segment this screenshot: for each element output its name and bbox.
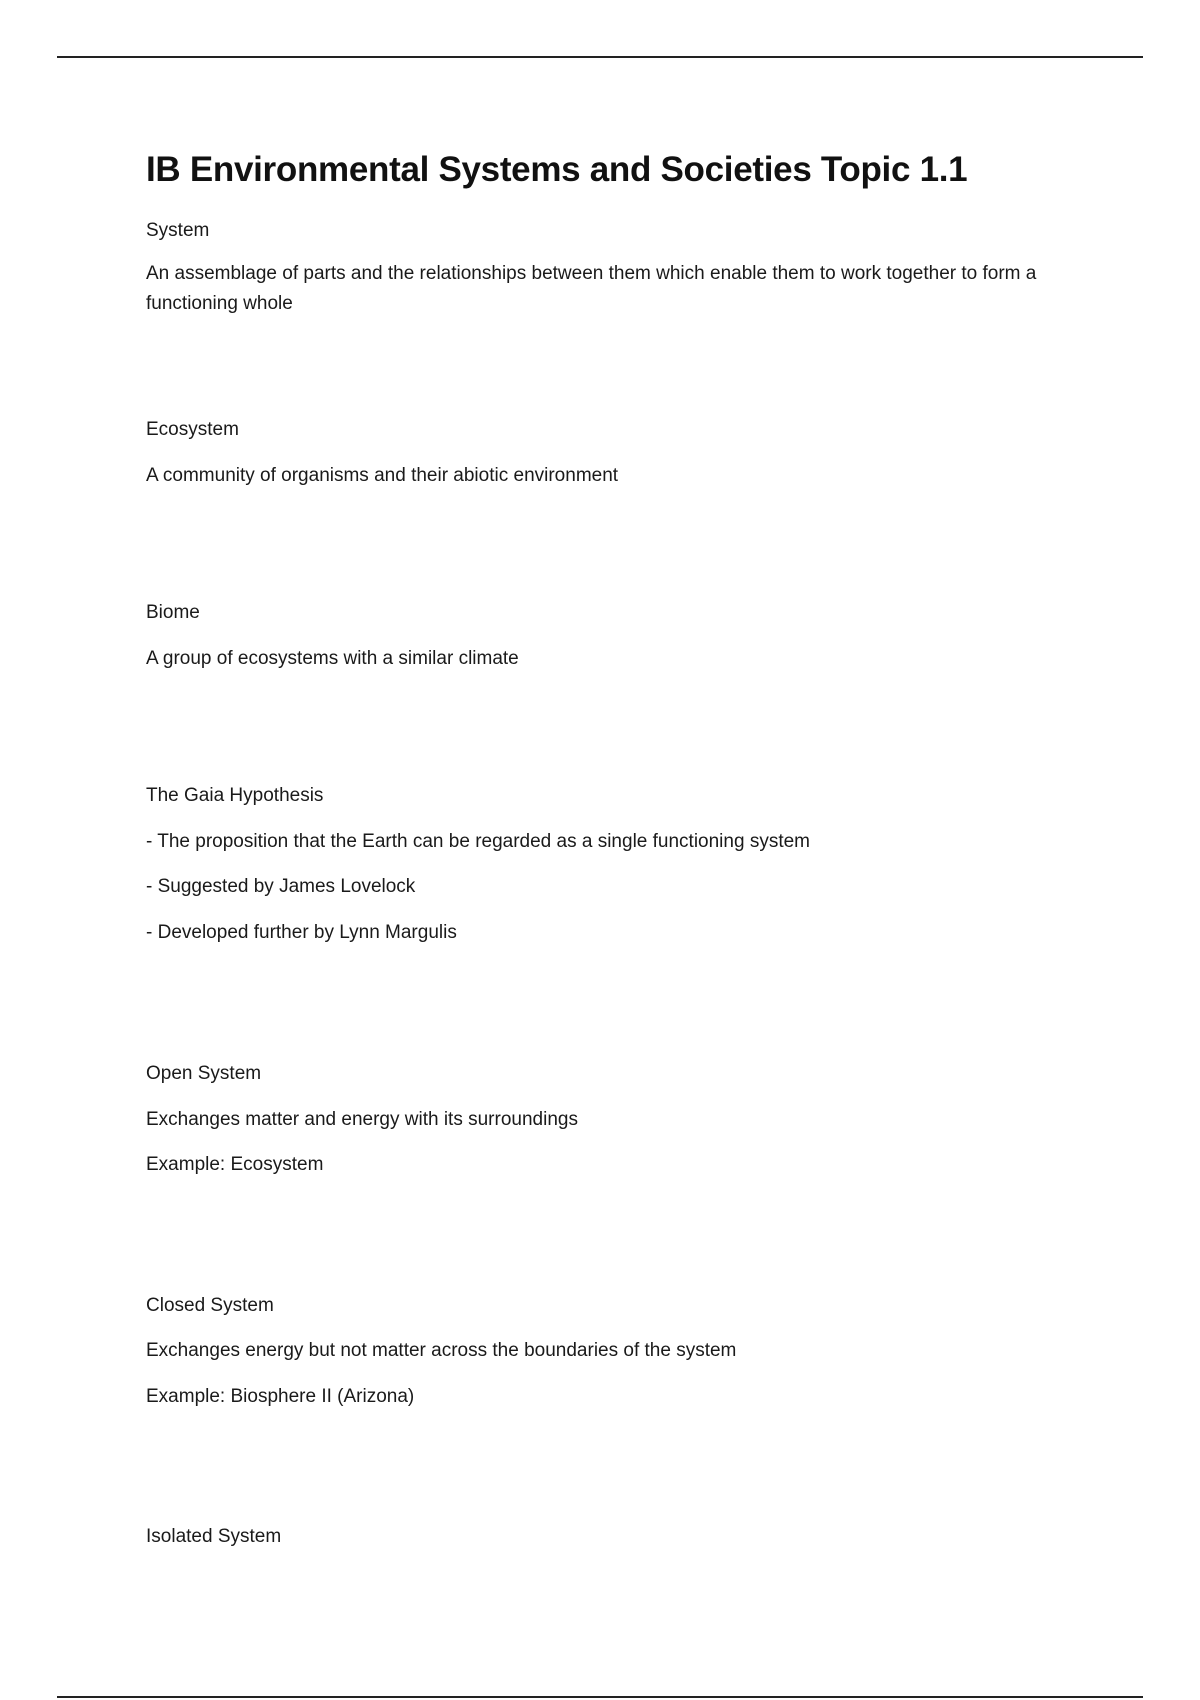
term-biome: Biome bbox=[146, 602, 200, 623]
term-open-system: Open System bbox=[146, 1063, 262, 1084]
gaia-line-1: - The proposition that the Earth can be regarded as a single functioning system bbox=[146, 831, 810, 852]
top-rule bbox=[57, 56, 1143, 58]
term-closed-system: Closed System bbox=[146, 1295, 274, 1316]
term-isolated-system: Isolated System bbox=[146, 1526, 282, 1547]
example-closed-system: Example: Biosphere II (Arizona) bbox=[146, 1386, 415, 1407]
term-ecosystem: Ecosystem bbox=[146, 419, 239, 440]
definition-ecosystem: A community of organisms and their abiotic environment bbox=[146, 465, 619, 486]
definition-system: An assemblage of parts and the relationships between them which enable them to work together to form a functioning whole bbox=[146, 263, 1037, 314]
term-gaia-hypothesis: The Gaia Hypothesis bbox=[146, 785, 324, 806]
gaia-line-2: - Suggested by James Lovelock bbox=[146, 876, 416, 897]
document-body bbox=[146, 146, 1066, 1552]
definition-open-system: Exchanges matter and energy with its surroundings bbox=[146, 1109, 578, 1130]
example-open-system: Example: Ecosystem bbox=[146, 1154, 324, 1175]
definition-closed-system: Exchanges energy but not matter across the boundaries of the system bbox=[146, 1340, 737, 1361]
document-title: IB Environmental Systems and Societies Topic 1.1 bbox=[146, 150, 968, 189]
definition-biome: A group of ecosystems with a similar climate bbox=[146, 648, 519, 669]
bottom-rule bbox=[57, 1696, 1143, 1698]
gaia-line-3: - Developed further by Lynn Margulis bbox=[146, 922, 457, 943]
term-system: System bbox=[146, 220, 210, 241]
